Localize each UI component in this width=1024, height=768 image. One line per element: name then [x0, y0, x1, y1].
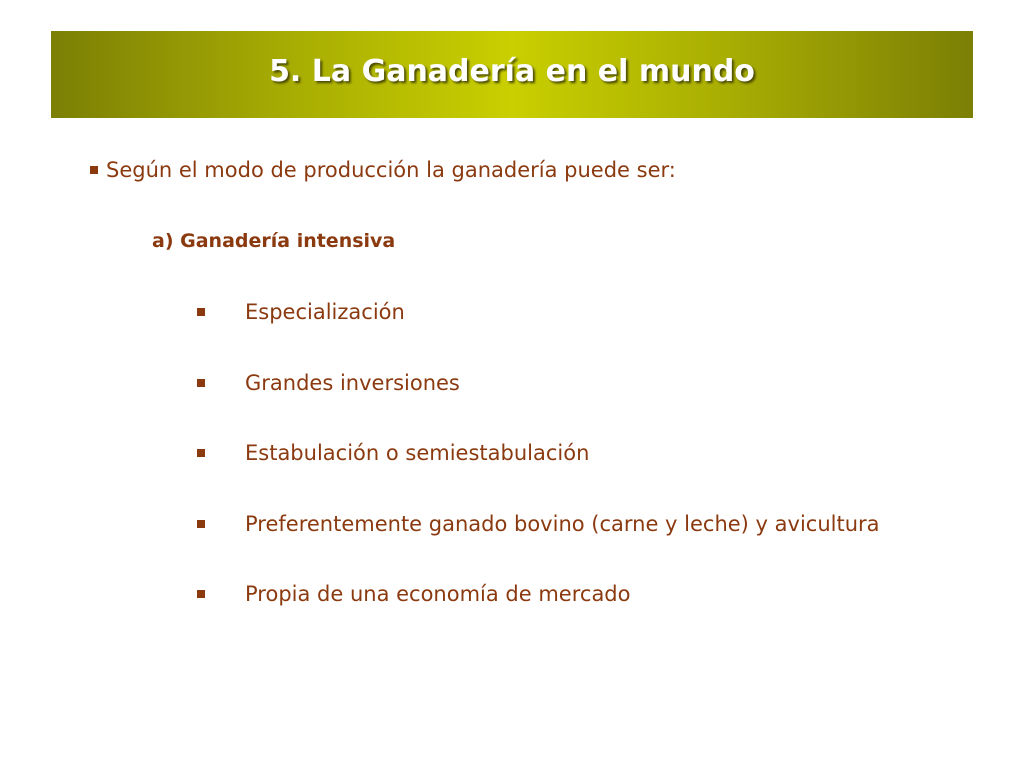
list-item-text: Preferentemente ganado bovino (carne y leche) y avicultura	[245, 512, 880, 536]
square-bullet-icon	[197, 308, 205, 316]
square-bullet-icon	[197, 449, 205, 457]
subheading: a) Ganadería intensiva	[152, 230, 396, 252]
list-item-text: Propia de una economía de mercado	[245, 582, 631, 606]
list-item-text: Grandes inversiones	[245, 371, 460, 395]
list-item	[197, 512, 880, 536]
intro-text: Según el modo de producción la ganadería puede ser:	[106, 158, 676, 182]
list-item	[197, 441, 589, 465]
intro-bullet	[90, 158, 676, 182]
list-item	[197, 582, 631, 606]
square-bullet-icon	[197, 590, 205, 598]
square-bullet-icon	[197, 520, 205, 528]
list-item-text: Especialización	[245, 300, 405, 324]
slide-title: 5. La Ganadería en el mundo	[269, 54, 755, 89]
list-item-text: Estabulación o semiestabulación	[245, 441, 590, 465]
square-bullet-icon	[90, 166, 98, 174]
list-item	[197, 300, 405, 324]
list-item	[197, 371, 460, 395]
title-bar	[51, 31, 973, 118]
square-bullet-icon	[197, 379, 205, 387]
